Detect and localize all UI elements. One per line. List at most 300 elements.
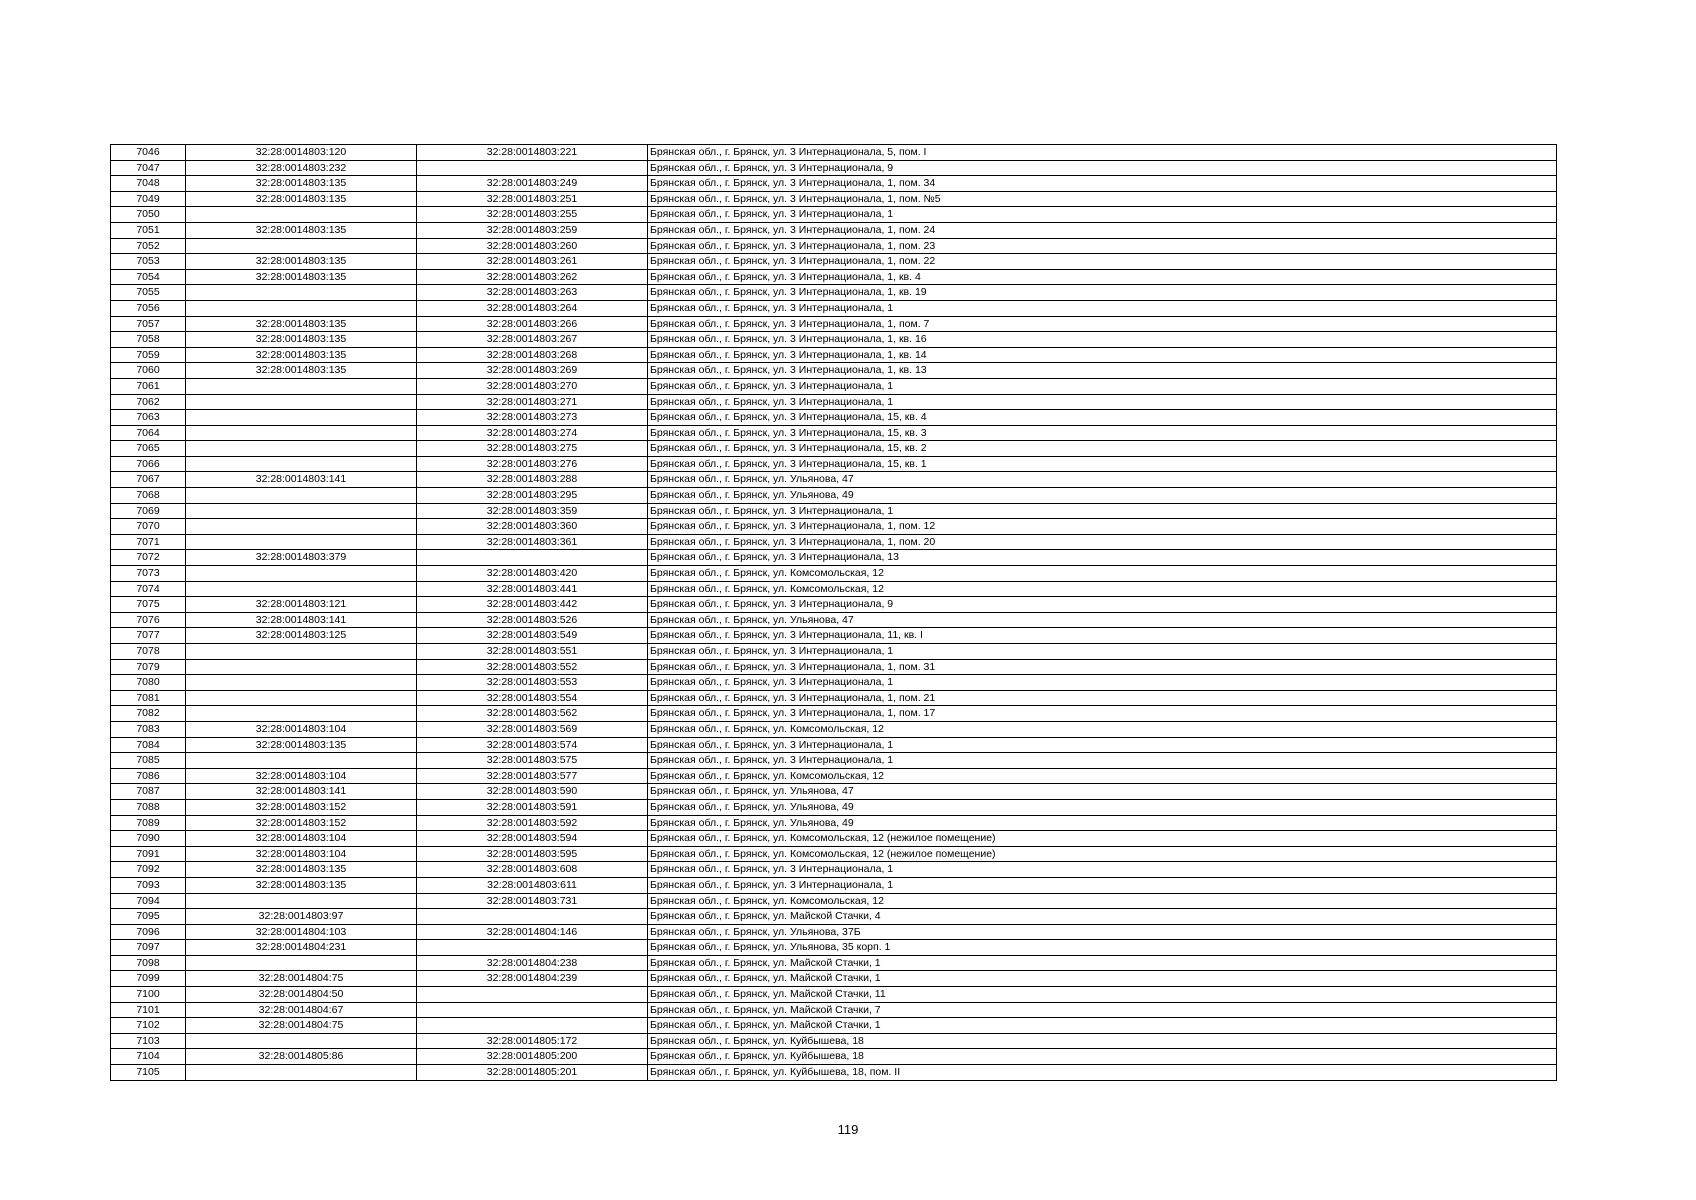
address-cell: Брянская обл., г. Брянск, ул. 3 Интернационала, 1 bbox=[648, 378, 1557, 394]
parent-cadastral-cell bbox=[186, 955, 417, 971]
row-number-cell: 7078 bbox=[111, 644, 186, 660]
cadastral-number-cell: 32:28:0014803:274 bbox=[417, 425, 648, 441]
cadastral-number-cell: 32:28:0014805:201 bbox=[417, 1065, 648, 1081]
address-cell: Брянская обл., г. Брянск, ул. 3 Интернационала, 1, пом. №5 bbox=[648, 191, 1557, 207]
parent-cadastral-cell: 32:28:0014804:75 bbox=[186, 971, 417, 987]
address-cell: Брянская обл., г. Брянск, ул. Куйбышева, 18 bbox=[648, 1033, 1557, 1049]
table-row bbox=[111, 799, 1557, 815]
row-number-cell: 7055 bbox=[111, 285, 186, 301]
table-row bbox=[111, 222, 1557, 238]
table-row bbox=[111, 347, 1557, 363]
row-number-cell: 7105 bbox=[111, 1065, 186, 1081]
row-number-cell: 7056 bbox=[111, 300, 186, 316]
address-cell: Брянская обл., г. Брянск, ул. 3 Интернационала, 1 bbox=[648, 675, 1557, 691]
row-number-cell: 7068 bbox=[111, 488, 186, 504]
parent-cadastral-cell bbox=[186, 238, 417, 254]
table-row bbox=[111, 706, 1557, 722]
cadastral-number-cell: 32:28:0014803:442 bbox=[417, 597, 648, 613]
row-number-cell: 7096 bbox=[111, 924, 186, 940]
table-row bbox=[111, 410, 1557, 426]
address-cell: Брянская обл., г. Брянск, ул. 3 Интернационала, 1 bbox=[648, 753, 1557, 769]
cadastral-number-cell: 32:28:0014803:611 bbox=[417, 877, 648, 893]
row-number-cell: 7067 bbox=[111, 472, 186, 488]
table-row bbox=[111, 768, 1557, 784]
address-cell: Брянская обл., г. Брянск, ул. 3 Интернационала, 1, пом. 21 bbox=[648, 690, 1557, 706]
table-row bbox=[111, 316, 1557, 332]
cadastral-number-cell: 32:28:0014803:608 bbox=[417, 862, 648, 878]
address-cell: Брянская обл., г. Брянск, ул. Комсомольская, 12 bbox=[648, 581, 1557, 597]
parent-cadastral-cell: 32:28:0014803:104 bbox=[186, 846, 417, 862]
table-row bbox=[111, 721, 1557, 737]
parent-cadastral-cell: 32:28:0014803:121 bbox=[186, 597, 417, 613]
cadastral-number-cell bbox=[417, 909, 648, 925]
parent-cadastral-cell: 32:28:0014803:141 bbox=[186, 784, 417, 800]
address-cell: Брянская обл., г. Брянск, ул. Майской Стачки, 4 bbox=[648, 909, 1557, 925]
cadastral-number-cell bbox=[417, 987, 648, 1003]
cadastral-number-cell: 32:28:0014803:591 bbox=[417, 799, 648, 815]
table-row bbox=[111, 566, 1557, 582]
row-number-cell: 7059 bbox=[111, 347, 186, 363]
table-row bbox=[111, 675, 1557, 691]
row-number-cell: 7066 bbox=[111, 456, 186, 472]
table-row bbox=[111, 690, 1557, 706]
parent-cadastral-cell: 32:28:0014803:152 bbox=[186, 815, 417, 831]
address-cell: Брянская обл., г. Брянск, ул. 3 Интернационала, 1, пом. 23 bbox=[648, 238, 1557, 254]
row-number-cell: 7092 bbox=[111, 862, 186, 878]
parent-cadastral-cell bbox=[186, 706, 417, 722]
cadastral-number-cell: 32:28:0014805:172 bbox=[417, 1033, 648, 1049]
row-number-cell: 7097 bbox=[111, 940, 186, 956]
cadastral-number-cell: 32:28:0014803:266 bbox=[417, 316, 648, 332]
cadastral-number-cell: 32:28:0014803:262 bbox=[417, 269, 648, 285]
parent-cadastral-cell bbox=[186, 519, 417, 535]
row-number-cell: 7052 bbox=[111, 238, 186, 254]
table-row bbox=[111, 550, 1557, 566]
parent-cadastral-cell bbox=[186, 581, 417, 597]
parent-cadastral-cell: 32:28:0014803:135 bbox=[186, 877, 417, 893]
address-cell: Брянская обл., г. Брянск, ул. 3 Интернационала, 9 bbox=[648, 597, 1557, 613]
table-row bbox=[111, 893, 1557, 909]
page-number: 119 bbox=[837, 1122, 859, 1137]
row-number-cell: 7053 bbox=[111, 254, 186, 270]
row-number-cell: 7086 bbox=[111, 768, 186, 784]
address-cell: Брянская обл., г. Брянск, ул. 3 Интернационала, 1, пом. 12 bbox=[648, 519, 1557, 535]
row-number-cell: 7088 bbox=[111, 799, 186, 815]
address-cell: Брянская обл., г. Брянск, ул. 3 Интернационала, 1, пом. 34 bbox=[648, 176, 1557, 192]
parent-cadastral-cell: 32:28:0014803:141 bbox=[186, 472, 417, 488]
parent-cadastral-cell bbox=[186, 690, 417, 706]
row-number-cell: 7063 bbox=[111, 410, 186, 426]
cadastral-number-cell: 32:28:0014803:269 bbox=[417, 363, 648, 379]
row-number-cell: 7073 bbox=[111, 566, 186, 582]
address-cell: Брянская обл., г. Брянск, ул. Майской Стачки, 11 bbox=[648, 987, 1557, 1003]
parent-cadastral-cell: 32:28:0014803:104 bbox=[186, 721, 417, 737]
parent-cadastral-cell: 32:28:0014803:135 bbox=[186, 316, 417, 332]
address-cell: Брянская обл., г. Брянск, ул. 3 Интернационала, 1, пом. 17 bbox=[648, 706, 1557, 722]
table-row bbox=[111, 1065, 1557, 1081]
table-row bbox=[111, 737, 1557, 753]
cadastral-number-cell: 32:28:0014803:249 bbox=[417, 176, 648, 192]
parent-cadastral-cell: 32:28:0014803:135 bbox=[186, 222, 417, 238]
row-number-cell: 7080 bbox=[111, 675, 186, 691]
cadastral-number-cell: 32:28:0014803:261 bbox=[417, 254, 648, 270]
row-number-cell: 7083 bbox=[111, 721, 186, 737]
address-cell: Брянская обл., г. Брянск, ул. Комсомольская, 12 bbox=[648, 721, 1557, 737]
table-row bbox=[111, 815, 1557, 831]
address-cell: Брянская обл., г. Брянск, ул. 3 Интернационала, 1 bbox=[648, 207, 1557, 223]
cadastral-number-cell bbox=[417, 1002, 648, 1018]
row-number-cell: 7089 bbox=[111, 815, 186, 831]
parent-cadastral-cell bbox=[186, 441, 417, 457]
address-cell: Брянская обл., г. Брянск, ул. 3 Интернационала, 1, пом. 24 bbox=[648, 222, 1557, 238]
registry-table-body bbox=[111, 145, 1557, 1081]
cadastral-number-cell: 32:28:0014803:562 bbox=[417, 706, 648, 722]
table-row bbox=[111, 332, 1557, 348]
row-number-cell: 7082 bbox=[111, 706, 186, 722]
parent-cadastral-cell bbox=[186, 893, 417, 909]
parent-cadastral-cell bbox=[186, 456, 417, 472]
table-row bbox=[111, 191, 1557, 207]
row-number-cell: 7058 bbox=[111, 332, 186, 348]
cadastral-number-cell: 32:28:0014803:259 bbox=[417, 222, 648, 238]
cadastral-number-cell: 32:28:0014803:595 bbox=[417, 846, 648, 862]
address-cell: Брянская обл., г. Брянск, ул. 3 Интернационала, 13 bbox=[648, 550, 1557, 566]
row-number-cell: 7085 bbox=[111, 753, 186, 769]
address-cell: Брянская обл., г. Брянск, ул. Майской Стачки, 1 bbox=[648, 1018, 1557, 1034]
parent-cadastral-cell bbox=[186, 410, 417, 426]
row-number-cell: 7095 bbox=[111, 909, 186, 925]
parent-cadastral-cell: 32:28:0014803:135 bbox=[186, 254, 417, 270]
table-row bbox=[111, 644, 1557, 660]
row-number-cell: 7047 bbox=[111, 160, 186, 176]
parent-cadastral-cell: 32:28:0014804:75 bbox=[186, 1018, 417, 1034]
cadastral-number-cell: 32:28:0014803:268 bbox=[417, 347, 648, 363]
row-number-cell: 7076 bbox=[111, 612, 186, 628]
row-number-cell: 7075 bbox=[111, 597, 186, 613]
address-cell: Брянская обл., г. Брянск, ул. Комсомольская, 12 (нежилое помещение) bbox=[648, 846, 1557, 862]
parent-cadastral-cell: 32:28:0014803:135 bbox=[186, 347, 417, 363]
row-number-cell: 7061 bbox=[111, 378, 186, 394]
table-row bbox=[111, 1049, 1557, 1065]
parent-cadastral-cell: 32:28:0014803:141 bbox=[186, 612, 417, 628]
row-number-cell: 7077 bbox=[111, 628, 186, 644]
table-row bbox=[111, 924, 1557, 940]
parent-cadastral-cell: 32:28:0014804:67 bbox=[186, 1002, 417, 1018]
table-row bbox=[111, 441, 1557, 457]
address-cell: Брянская обл., г. Брянск, ул. Куйбышева, 18, пом. II bbox=[648, 1065, 1557, 1081]
parent-cadastral-cell: 32:28:0014803:135 bbox=[186, 737, 417, 753]
parent-cadastral-cell bbox=[186, 378, 417, 394]
cadastral-number-cell: 32:28:0014805:200 bbox=[417, 1049, 648, 1065]
table-row bbox=[111, 503, 1557, 519]
address-cell: Брянская обл., г. Брянск, ул. 3 Интернационала, 1, кв. 4 bbox=[648, 269, 1557, 285]
address-cell: Брянская обл., г. Брянск, ул. Ульянова, 49 bbox=[648, 815, 1557, 831]
table-row bbox=[111, 269, 1557, 285]
row-number-cell: 7060 bbox=[111, 363, 186, 379]
table-row bbox=[111, 488, 1557, 504]
table-row bbox=[111, 877, 1557, 893]
table-row bbox=[111, 207, 1557, 223]
cadastral-number-cell: 32:28:0014803:731 bbox=[417, 893, 648, 909]
cadastral-number-cell: 32:28:0014803:592 bbox=[417, 815, 648, 831]
address-cell: Брянская обл., г. Брянск, ул. Ульянова, 49 bbox=[648, 799, 1557, 815]
address-cell: Брянская обл., г. Брянск, ул. 3 Интернационала, 15, кв. 1 bbox=[648, 456, 1557, 472]
address-cell: Брянская обл., г. Брянск, ул. 3 Интернационала, 1, пом. 7 bbox=[648, 316, 1557, 332]
cadastral-number-cell: 32:28:0014803:273 bbox=[417, 410, 648, 426]
row-number-cell: 7064 bbox=[111, 425, 186, 441]
table-row bbox=[111, 971, 1557, 987]
table-row bbox=[111, 1033, 1557, 1049]
row-number-cell: 7070 bbox=[111, 519, 186, 535]
address-cell: Брянская обл., г. Брянск, ул. 3 Интернационала, 1 bbox=[648, 644, 1557, 660]
address-cell: Брянская обл., г. Брянск, ул. 3 Интернационала, 1 bbox=[648, 737, 1557, 753]
row-number-cell: 7071 bbox=[111, 534, 186, 550]
parent-cadastral-cell: 32:28:0014805:86 bbox=[186, 1049, 417, 1065]
address-cell: Брянская обл., г. Брянск, ул. Майской Стачки, 1 bbox=[648, 955, 1557, 971]
cadastral-number-cell: 32:28:0014803:271 bbox=[417, 394, 648, 410]
table-row bbox=[111, 612, 1557, 628]
cadastral-number-cell: 32:28:0014803:549 bbox=[417, 628, 648, 644]
cadastral-number-cell: 32:28:0014803:264 bbox=[417, 300, 648, 316]
table-row bbox=[111, 363, 1557, 379]
row-number-cell: 7048 bbox=[111, 176, 186, 192]
cadastral-number-cell: 32:28:0014804:238 bbox=[417, 955, 648, 971]
row-number-cell: 7098 bbox=[111, 955, 186, 971]
parent-cadastral-cell: 32:28:0014803:379 bbox=[186, 550, 417, 566]
cadastral-number-cell: 32:28:0014804:146 bbox=[417, 924, 648, 940]
table-row bbox=[111, 581, 1557, 597]
registry-table bbox=[110, 144, 1557, 1081]
address-cell: Брянская обл., г. Брянск, ул. 3 Интернационала, 1, пом. 31 bbox=[648, 659, 1557, 675]
table-row bbox=[111, 597, 1557, 613]
row-number-cell: 7049 bbox=[111, 191, 186, 207]
address-cell: Брянская обл., г. Брянск, ул. 3 Интернационала, 1 bbox=[648, 503, 1557, 519]
address-cell: Брянская обл., г. Брянск, ул. 3 Интернационала, 1, пом. 20 bbox=[648, 534, 1557, 550]
address-cell: Брянская обл., г. Брянск, ул. 3 Интернационала, 1 bbox=[648, 394, 1557, 410]
parent-cadastral-cell: 32:28:0014803:232 bbox=[186, 160, 417, 176]
row-number-cell: 7084 bbox=[111, 737, 186, 753]
parent-cadastral-cell bbox=[186, 285, 417, 301]
parent-cadastral-cell bbox=[186, 1065, 417, 1081]
table-row bbox=[111, 160, 1557, 176]
table-row bbox=[111, 285, 1557, 301]
row-number-cell: 7065 bbox=[111, 441, 186, 457]
parent-cadastral-cell: 32:28:0014803:125 bbox=[186, 628, 417, 644]
parent-cadastral-cell bbox=[186, 659, 417, 675]
parent-cadastral-cell: 32:28:0014803:152 bbox=[186, 799, 417, 815]
table-row bbox=[111, 1018, 1557, 1034]
table-row bbox=[111, 909, 1557, 925]
address-cell: Брянская обл., г. Брянск, ул. 3 Интернационала, 15, кв. 3 bbox=[648, 425, 1557, 441]
address-cell: Брянская обл., г. Брянск, ул. 3 Интернационала, 9 bbox=[648, 160, 1557, 176]
parent-cadastral-cell bbox=[186, 534, 417, 550]
table-row bbox=[111, 940, 1557, 956]
parent-cadastral-cell bbox=[186, 394, 417, 410]
cadastral-number-cell: 32:28:0014803:263 bbox=[417, 285, 648, 301]
address-cell: Брянская обл., г. Брянск, ул. 3 Интернационала, 1, пом. 22 bbox=[648, 254, 1557, 270]
table-row bbox=[111, 300, 1557, 316]
address-cell: Брянская обл., г. Брянск, ул. Куйбышева, 18 bbox=[648, 1049, 1557, 1065]
address-cell: Брянская обл., г. Брянск, ул. 3 Интернационала, 1, кв. 13 bbox=[648, 363, 1557, 379]
parent-cadastral-cell: 32:28:0014803:135 bbox=[186, 862, 417, 878]
parent-cadastral-cell bbox=[186, 503, 417, 519]
address-cell: Брянская обл., г. Брянск, ул. Ульянова, 35 корп. 1 bbox=[648, 940, 1557, 956]
row-number-cell: 7099 bbox=[111, 971, 186, 987]
cadastral-number-cell: 32:28:0014803:276 bbox=[417, 456, 648, 472]
row-number-cell: 7101 bbox=[111, 1002, 186, 1018]
table-row bbox=[111, 254, 1557, 270]
cadastral-number-cell: 32:28:0014803:575 bbox=[417, 753, 648, 769]
address-cell: Брянская обл., г. Брянск, ул. Ульянова, 49 bbox=[648, 488, 1557, 504]
cadastral-number-cell: 32:28:0014803:577 bbox=[417, 768, 648, 784]
cadastral-number-cell: 32:28:0014803:360 bbox=[417, 519, 648, 535]
parent-cadastral-cell bbox=[186, 753, 417, 769]
row-number-cell: 7069 bbox=[111, 503, 186, 519]
row-number-cell: 7100 bbox=[111, 987, 186, 1003]
row-number-cell: 7094 bbox=[111, 893, 186, 909]
row-number-cell: 7054 bbox=[111, 269, 186, 285]
cadastral-number-cell: 32:28:0014803:553 bbox=[417, 675, 648, 691]
parent-cadastral-cell bbox=[186, 425, 417, 441]
table-row bbox=[111, 519, 1557, 535]
row-number-cell: 7074 bbox=[111, 581, 186, 597]
parent-cadastral-cell: 32:28:0014803:135 bbox=[186, 269, 417, 285]
row-number-cell: 7081 bbox=[111, 690, 186, 706]
row-number-cell: 7051 bbox=[111, 222, 186, 238]
parent-cadastral-cell bbox=[186, 488, 417, 504]
row-number-cell: 7091 bbox=[111, 846, 186, 862]
row-number-cell: 7104 bbox=[111, 1049, 186, 1065]
table-row bbox=[111, 472, 1557, 488]
cadastral-number-cell: 32:28:0014803:270 bbox=[417, 378, 648, 394]
address-cell: Брянская обл., г. Брянск, ул. 3 Интернационала, 1 bbox=[648, 862, 1557, 878]
table-row bbox=[111, 1002, 1557, 1018]
row-number-cell: 7072 bbox=[111, 550, 186, 566]
table-row bbox=[111, 628, 1557, 644]
table-row bbox=[111, 831, 1557, 847]
address-cell: Брянская обл., г. Брянск, ул. 3 Интернационала, 15, кв. 2 bbox=[648, 441, 1557, 457]
table-row bbox=[111, 955, 1557, 971]
cadastral-number-cell: 32:28:0014803:251 bbox=[417, 191, 648, 207]
parent-cadastral-cell: 32:28:0014803:104 bbox=[186, 831, 417, 847]
parent-cadastral-cell: 32:28:0014803:135 bbox=[186, 332, 417, 348]
cadastral-number-cell: 32:28:0014803:574 bbox=[417, 737, 648, 753]
row-number-cell: 7102 bbox=[111, 1018, 186, 1034]
table-row bbox=[111, 862, 1557, 878]
cadastral-number-cell: 32:28:0014803:526 bbox=[417, 612, 648, 628]
row-number-cell: 7087 bbox=[111, 784, 186, 800]
address-cell: Брянская обл., г. Брянск, ул. 3 Интернационала, 5, пом. I bbox=[648, 145, 1557, 161]
table-row bbox=[111, 238, 1557, 254]
parent-cadastral-cell: 32:28:0014803:135 bbox=[186, 176, 417, 192]
parent-cadastral-cell bbox=[186, 207, 417, 223]
address-cell: Брянская обл., г. Брянск, ул. Майской Стачки, 7 bbox=[648, 1002, 1557, 1018]
address-cell: Брянская обл., г. Брянск, ул. Ульянова, 37Б bbox=[648, 924, 1557, 940]
address-cell: Брянская обл., г. Брянск, ул. Комсомольская, 12 (нежилое помещение) bbox=[648, 831, 1557, 847]
address-cell: Брянская обл., г. Брянск, ул. 3 Интернационала, 1, кв. 19 bbox=[648, 285, 1557, 301]
address-cell: Брянская обл., г. Брянск, ул. Ульянова, 47 bbox=[648, 784, 1557, 800]
cadastral-number-cell: 32:28:0014803:554 bbox=[417, 690, 648, 706]
cadastral-number-cell: 32:28:0014804:239 bbox=[417, 971, 648, 987]
address-cell: Брянская обл., г. Брянск, ул. 3 Интернационала, 1 bbox=[648, 877, 1557, 893]
cadastral-number-cell: 32:28:0014803:420 bbox=[417, 566, 648, 582]
parent-cadastral-cell: 32:28:0014803:97 bbox=[186, 909, 417, 925]
address-cell: Брянская обл., г. Брянск, ул. Ульянова, 47 bbox=[648, 472, 1557, 488]
address-cell: Брянская обл., г. Брянск, ул. 3 Интернационала, 1, кв. 14 bbox=[648, 347, 1557, 363]
row-number-cell: 7090 bbox=[111, 831, 186, 847]
address-cell: Брянская обл., г. Брянск, ул. 3 Интернационала, 1, кв. 16 bbox=[648, 332, 1557, 348]
table-row bbox=[111, 176, 1557, 192]
cadastral-number-cell: 32:28:0014803:441 bbox=[417, 581, 648, 597]
table-row bbox=[111, 784, 1557, 800]
cadastral-number-cell: 32:28:0014803:361 bbox=[417, 534, 648, 550]
address-cell: Брянская обл., г. Брянск, ул. Ульянова, 47 bbox=[648, 612, 1557, 628]
address-cell: Брянская обл., г. Брянск, ул. Комсомольская, 12 bbox=[648, 566, 1557, 582]
cadastral-number-cell bbox=[417, 940, 648, 956]
cadastral-number-cell: 32:28:0014803:267 bbox=[417, 332, 648, 348]
address-cell: Брянская обл., г. Брянск, ул. Майской Стачки, 1 bbox=[648, 971, 1557, 987]
table-row bbox=[111, 145, 1557, 161]
cadastral-number-cell: 32:28:0014803:260 bbox=[417, 238, 648, 254]
cadastral-number-cell: 32:28:0014803:551 bbox=[417, 644, 648, 660]
parent-cadastral-cell: 32:28:0014804:50 bbox=[186, 987, 417, 1003]
address-cell: Брянская обл., г. Брянск, ул. Комсомольская, 12 bbox=[648, 893, 1557, 909]
table-row bbox=[111, 534, 1557, 550]
address-cell: Брянская обл., г. Брянск, ул. 3 Интернационала, 1 bbox=[648, 300, 1557, 316]
parent-cadastral-cell: 32:28:0014803:135 bbox=[186, 363, 417, 379]
cadastral-number-cell: 32:28:0014803:221 bbox=[417, 145, 648, 161]
cadastral-number-cell bbox=[417, 160, 648, 176]
row-number-cell: 7046 bbox=[111, 145, 186, 161]
parent-cadastral-cell: 32:28:0014804:103 bbox=[186, 924, 417, 940]
row-number-cell: 7093 bbox=[111, 877, 186, 893]
cadastral-number-cell: 32:28:0014803:590 bbox=[417, 784, 648, 800]
cadastral-number-cell: 32:28:0014803:594 bbox=[417, 831, 648, 847]
cadastral-number-cell: 32:28:0014803:359 bbox=[417, 503, 648, 519]
cadastral-number-cell bbox=[417, 550, 648, 566]
parent-cadastral-cell bbox=[186, 675, 417, 691]
table-row bbox=[111, 753, 1557, 769]
table-row bbox=[111, 456, 1557, 472]
table-row bbox=[111, 987, 1557, 1003]
row-number-cell: 7062 bbox=[111, 394, 186, 410]
parent-cadastral-cell: 32:28:0014803:135 bbox=[186, 191, 417, 207]
cadastral-number-cell: 32:28:0014803:255 bbox=[417, 207, 648, 223]
table-row bbox=[111, 659, 1557, 675]
parent-cadastral-cell: 32:28:0014803:104 bbox=[186, 768, 417, 784]
row-number-cell: 7050 bbox=[111, 207, 186, 223]
address-cell: Брянская обл., г. Брянск, ул. 3 Интернационала, 11, кв. I bbox=[648, 628, 1557, 644]
parent-cadastral-cell: 32:28:0014804:231 bbox=[186, 940, 417, 956]
parent-cadastral-cell bbox=[186, 566, 417, 582]
cadastral-number-cell: 32:28:0014803:569 bbox=[417, 721, 648, 737]
row-number-cell: 7103 bbox=[111, 1033, 186, 1049]
table-row bbox=[111, 378, 1557, 394]
cadastral-number-cell: 32:28:0014803:288 bbox=[417, 472, 648, 488]
parent-cadastral-cell: 32:28:0014803:120 bbox=[186, 145, 417, 161]
row-number-cell: 7057 bbox=[111, 316, 186, 332]
address-cell: Брянская обл., г. Брянск, ул. 3 Интернационала, 15, кв. 4 bbox=[648, 410, 1557, 426]
parent-cadastral-cell bbox=[186, 644, 417, 660]
parent-cadastral-cell bbox=[186, 1033, 417, 1049]
cadastral-number-cell bbox=[417, 1018, 648, 1034]
parent-cadastral-cell bbox=[186, 300, 417, 316]
cadastral-number-cell: 32:28:0014803:275 bbox=[417, 441, 648, 457]
row-number-cell: 7079 bbox=[111, 659, 186, 675]
table-row bbox=[111, 846, 1557, 862]
cadastral-number-cell: 32:28:0014803:295 bbox=[417, 488, 648, 504]
cadastral-number-cell: 32:28:0014803:552 bbox=[417, 659, 648, 675]
